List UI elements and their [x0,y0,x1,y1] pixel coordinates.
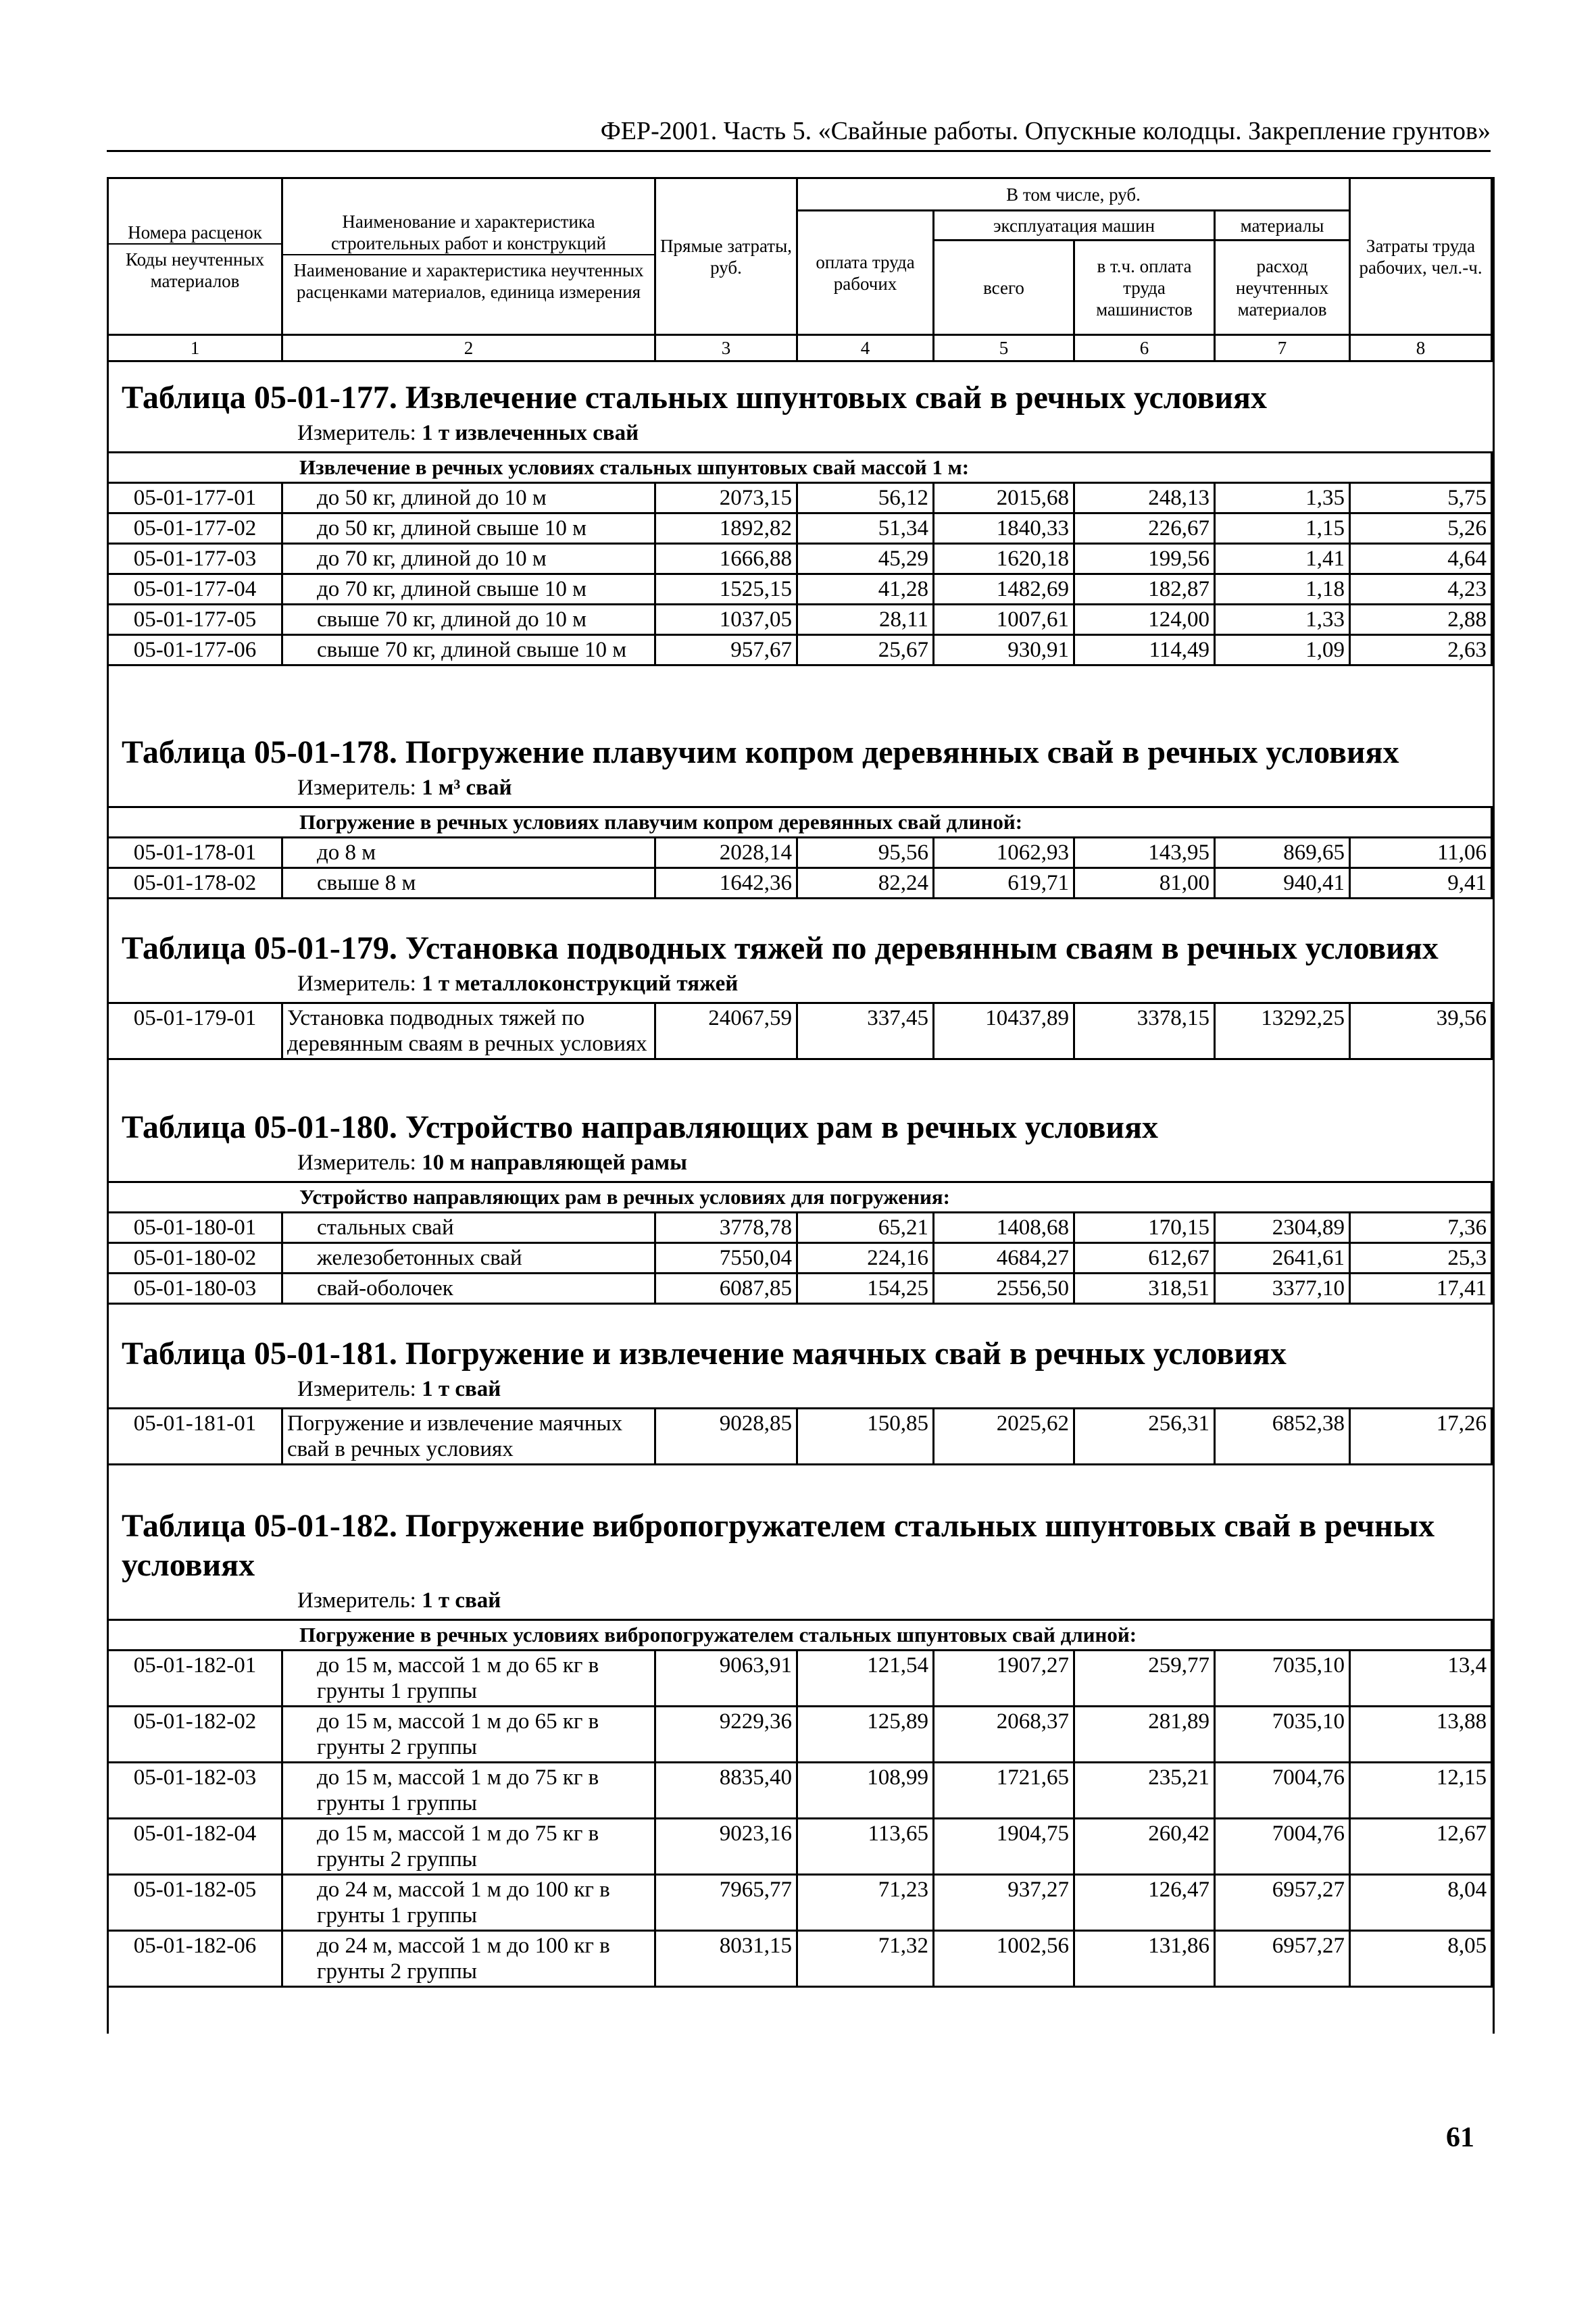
operator-pay: 259,77 [1074,1651,1215,1707]
worker-pay: 51,34 [797,513,934,544]
table-row [108,1409,1492,1465]
col-number: 6 [1074,335,1215,361]
measure-value: 1 т металлоконструкций тяжей [422,972,739,996]
operator-pay: 612,67 [1074,1243,1215,1274]
labor-hours: 25,3 [1350,1243,1492,1274]
materials-cost: 869,65 [1215,838,1350,868]
direct-cost: 24067,59 [655,1003,797,1059]
measure-unit [107,970,1491,998]
work-name: до 15 м, массой 1 м до 65 кг в грунты 1 группы [282,1651,655,1707]
work-name: до 50 кг, длиной до 10 м [282,483,655,513]
operator-pay: 248,13 [1074,483,1215,513]
rate-code: 05-01-182-01 [108,1651,282,1707]
labor-hours: 13,4 [1350,1651,1492,1707]
rate-code: 05-01-178-01 [108,838,282,868]
rate-code: 05-01-177-04 [108,574,282,605]
running-header: ФЕР-2001. Часть 5. «Свайные работы. Опускные колодцы. Закрепление грунтов» [107,115,1491,152]
worker-pay: 224,16 [797,1243,934,1274]
machines-total: 619,71 [934,868,1074,899]
work-name: до 70 кг, длиной свыше 10 м [282,574,655,605]
table-title-text: Таблица 05-01-181. Погружение и извлечение маячных свай в речных условиях [122,1336,1287,1372]
materials-cost: 1,41 [1215,544,1350,574]
machines-total: 1007,61 [934,605,1074,635]
measure-value: 1 м³ свай [422,776,512,800]
work-name: железобетонных свай [282,1243,655,1274]
group-heading: Погружение в речных условиях вибропогружателем стальных шпунтовых свай длиной: [108,1620,1492,1651]
direct-cost: 8031,15 [655,1931,797,1987]
direct-cost: 9063,91 [655,1651,797,1707]
machines-total: 1721,65 [934,1763,1074,1819]
materials-cost: 3377,10 [1215,1274,1350,1304]
materials-cost: 7035,10 [1215,1651,1350,1707]
rate-code: 05-01-180-02 [108,1243,282,1274]
rate-table [107,1002,1493,1060]
rate-code: 05-01-180-03 [108,1274,282,1304]
rate-code: 05-01-180-01 [108,1213,282,1243]
incl-header: В том числе, руб. [797,178,1350,211]
worker-pay: 45,29 [797,544,934,574]
operator-pay: 143,95 [1074,838,1215,868]
labor-hours: 4,23 [1350,574,1492,605]
machines-total: 1904,75 [934,1819,1074,1875]
table-title [107,1108,1491,1147]
worker-pay: 113,65 [797,1819,934,1875]
work-name: до 24 м, массой 1 м до 100 кг в грунты 2 группы [282,1931,655,1987]
materials-cost: 2304,89 [1215,1213,1350,1243]
group-heading: Погружение в речных условиях плавучим копром деревянных свай длиной: [108,807,1492,838]
worker-pay: 154,25 [797,1274,934,1304]
materials-cost: 7004,76 [1215,1819,1350,1875]
rate-table-section [107,733,1491,899]
labor-hours: 12,15 [1350,1763,1492,1819]
worker-pay: 337,45 [797,1003,934,1059]
table-title [107,929,1491,968]
rate-table-section [107,929,1491,1060]
table-title-text: Таблица 05-01-178. Погружение плавучим копром деревянных свай в речных условиях [122,734,1399,770]
labor-hours: 2,63 [1350,635,1492,665]
table-row [108,1213,1492,1243]
col-number: 4 [797,335,934,361]
labor-hours: 4,64 [1350,544,1492,574]
measure-value: 10 м направляющей рамы [422,1151,687,1175]
table-title-text: Таблица 05-01-182. Погружение вибропогружателем стальных шпунтовых свай в речных условиях [122,1508,1435,1583]
operator-pay: 170,15 [1074,1213,1215,1243]
work-name: до 15 м, массой 1 м до 75 кг в грунты 2 группы [282,1819,655,1875]
table-title-text: Таблица 05-01-180. Устройство направляющих рам в речных условиях [122,1109,1159,1145]
group-heading: Устройство направляющих рам в речных условиях для погружения: [108,1182,1492,1213]
operator-pay: 281,89 [1074,1707,1215,1763]
rate-code: 05-01-178-02 [108,868,282,899]
labor-hours: 17,41 [1350,1274,1492,1304]
measure-unit [107,1375,1491,1403]
worker-pay: 56,12 [797,483,934,513]
col2-header [282,178,655,335]
measure-label: Измеритель: [297,1588,416,1613]
machines-total: 1840,33 [934,513,1074,544]
col1-header [108,178,282,335]
table-row [108,1931,1492,1987]
materials-cost: 1,33 [1215,605,1350,635]
labor-hours: 2,88 [1350,605,1492,635]
measure-unit [107,774,1491,802]
table-row [108,1651,1492,1707]
table-row [108,483,1492,513]
col2-top-label: Наименование и характеристика строительных работ и конструкций [330,211,606,253]
table-row [108,635,1492,665]
labor-hours: 17,26 [1350,1409,1492,1465]
col-number: 1 [108,335,282,361]
materials-cost: 6852,38 [1215,1409,1350,1465]
table-title [107,378,1491,418]
direct-cost: 9028,85 [655,1409,797,1465]
col-number: 8 [1350,335,1492,361]
group-row [108,807,1492,838]
measure-label: Измеритель: [297,1151,416,1175]
materials-cost: 1,18 [1215,574,1350,605]
materials-cost: 2641,61 [1215,1243,1350,1274]
group-row [108,1620,1492,1651]
col-number: 7 [1215,335,1350,361]
col3-header: Прямые затраты, руб. [655,178,797,335]
machines-total: 937,27 [934,1875,1074,1931]
direct-cost: 1642,36 [655,868,797,899]
materials-cost: 6957,27 [1215,1931,1350,1987]
table-row [108,1274,1492,1304]
rate-code: 05-01-182-04 [108,1819,282,1875]
rate-table-section [107,378,1491,666]
materials-cost: 940,41 [1215,868,1350,899]
machines-total: 4684,27 [934,1243,1074,1274]
table-row [108,1875,1492,1931]
rate-table [107,1619,1493,1988]
measure-label: Измеритель: [297,972,416,996]
materials-cost: 1,09 [1215,635,1350,665]
measure-unit [107,419,1491,447]
measure-value: 1 т извлеченных свай [422,421,639,445]
page-number: 61 [1446,2122,1474,2153]
rate-code: 05-01-182-02 [108,1707,282,1763]
labor-hours: 9,41 [1350,868,1492,899]
direct-cost: 1892,82 [655,513,797,544]
operator-pay: 124,00 [1074,605,1215,635]
machines-total: 1062,93 [934,838,1074,868]
rate-code: 05-01-182-03 [108,1763,282,1819]
rate-code: 05-01-179-01 [108,1003,282,1059]
materials-cost: 7035,10 [1215,1707,1350,1763]
worker-pay: 28,11 [797,605,934,635]
operator-pay: 199,56 [1074,544,1215,574]
direct-cost: 8835,40 [655,1763,797,1819]
table-row [108,1003,1492,1059]
machines-header: эксплуатация машин [934,211,1215,241]
col-number: 5 [934,335,1074,361]
table-row [108,838,1492,868]
labor-hours: 8,05 [1350,1931,1492,1987]
operator-pay: 114,49 [1074,635,1215,665]
direct-cost: 1037,05 [655,605,797,635]
work-name: до 15 м, массой 1 м до 65 кг в грунты 2 группы [282,1707,655,1763]
rate-code: 05-01-177-02 [108,513,282,544]
operator-pay: 81,00 [1074,868,1215,899]
materials-cost: 13292,25 [1215,1003,1350,1059]
labor-hours: 7,36 [1350,1213,1492,1243]
worker-pay: 25,67 [797,635,934,665]
table-title-text: Таблица 05-01-179. Установка подводных тяжей по деревянным сваям в речных условиях [122,930,1439,966]
rate-code: 05-01-177-05 [108,605,282,635]
worker-pay: 125,89 [797,1707,934,1763]
direct-cost: 2073,15 [655,483,797,513]
labor-hours: 11,06 [1350,838,1492,868]
direct-cost: 1525,15 [655,574,797,605]
table-row [108,1763,1492,1819]
rate-table-section [107,1108,1491,1305]
machines-total: 1002,56 [934,1931,1074,1987]
table-title [107,1507,1491,1585]
worker-pay: 41,28 [797,574,934,605]
machines-total: 1408,68 [934,1213,1074,1243]
labor-hours: 8,04 [1350,1875,1492,1931]
work-name: Установка подводных тяжей по деревянным сваям в речных условиях [282,1003,655,1059]
direct-cost: 3778,78 [655,1213,797,1243]
work-name: свыше 70 кг, длиной свыше 10 м [282,635,655,665]
operator-pay: 260,42 [1074,1819,1215,1875]
worker-pay: 150,85 [797,1409,934,1465]
col7-header: расход неучтенных материалов [1215,241,1350,335]
col4-header: оплата труда рабочих [797,211,934,335]
machines-total: 2068,37 [934,1707,1074,1763]
group-row [108,453,1492,483]
measure-unit [107,1149,1491,1177]
direct-cost: 7550,04 [655,1243,797,1274]
work-name: свыше 8 м [282,868,655,899]
operator-pay: 235,21 [1074,1763,1215,1819]
table-row [108,1707,1492,1763]
operator-pay: 256,31 [1074,1409,1215,1465]
work-name: до 15 м, массой 1 м до 75 кг в грунты 1 группы [282,1763,655,1819]
machines-total: 1482,69 [934,574,1074,605]
column-header-table [107,177,1493,362]
measure-unit [107,1586,1491,1615]
rate-code: 05-01-177-01 [108,483,282,513]
work-name: Погружение и извлечение маячных свай в речных условиях [282,1409,655,1465]
machines-total: 2556,50 [934,1274,1074,1304]
machines-total: 10437,89 [934,1003,1074,1059]
materials-header: материалы [1215,211,1350,241]
measure-value: 1 т свай [422,1377,501,1401]
work-name: стальных свай [282,1213,655,1243]
rate-table [107,806,1493,899]
col8-header: Затраты труда рабочих, чел.-ч. [1350,178,1492,335]
rate-code: 05-01-177-06 [108,635,282,665]
work-name: до 24 м, массой 1 м до 100 кг в грунты 1 группы [282,1875,655,1931]
work-name: свай-оболочек [282,1274,655,1304]
table-row [108,1243,1492,1274]
rate-table [107,1181,1493,1305]
col1-top-label: Номера расценок [128,222,262,243]
table-row [108,544,1492,574]
col-number: 2 [282,335,655,361]
col6-header: в т.ч. оплата труда машинистов [1074,241,1215,335]
worker-pay: 82,24 [797,868,934,899]
direct-cost: 957,67 [655,635,797,665]
table-title-text: Таблица 05-01-177. Извлечение стальных шпунтовых свай в речных условиях [122,380,1268,416]
group-row [108,1182,1492,1213]
rate-table-section [107,1334,1491,1465]
worker-pay: 71,23 [797,1875,934,1931]
machines-total: 1907,27 [934,1651,1074,1707]
work-name: до 50 кг, длиной свыше 10 м [282,513,655,544]
labor-hours: 12,67 [1350,1819,1492,1875]
rate-table [107,1407,1493,1465]
rate-code: 05-01-182-05 [108,1875,282,1931]
machines-total: 2015,68 [934,483,1074,513]
rate-code: 05-01-182-06 [108,1931,282,1987]
labor-hours: 39,56 [1350,1003,1492,1059]
worker-pay: 95,56 [797,838,934,868]
measure-label: Измеритель: [297,776,416,800]
materials-cost: 6957,27 [1215,1875,1350,1931]
labor-hours: 5,26 [1350,513,1492,544]
measure-label: Измеритель: [297,421,416,445]
direct-cost: 9229,36 [655,1707,797,1763]
rate-code: 05-01-177-03 [108,544,282,574]
machines-total: 1620,18 [934,544,1074,574]
operator-pay: 226,67 [1074,513,1215,544]
table-row [108,1819,1492,1875]
direct-cost: 2028,14 [655,838,797,868]
group-heading: Извлечение в речных условиях стальных шпунтовых свай массой 1 м: [108,453,1492,483]
measure-label: Измеритель: [297,1377,416,1401]
machines-total: 930,91 [934,635,1074,665]
table-title [107,733,1491,772]
table-row [108,605,1492,635]
measure-value: 1 т свай [422,1588,501,1613]
labor-hours: 5,75 [1350,483,1492,513]
rate-table [107,451,1493,666]
labor-hours: 13,88 [1350,1707,1492,1763]
rate-table-section [107,1507,1491,1988]
operator-pay: 318,51 [1074,1274,1215,1304]
direct-cost: 6087,85 [655,1274,797,1304]
work-name: свыше 70 кг, длиной до 10 м [282,605,655,635]
direct-cost: 1666,88 [655,544,797,574]
col-number: 3 [655,335,797,361]
materials-cost: 1,15 [1215,513,1350,544]
worker-pay: 121,54 [797,1651,934,1707]
rate-code: 05-01-181-01 [108,1409,282,1465]
work-name: до 8 м [282,838,655,868]
worker-pay: 71,32 [797,1931,934,1987]
table-title [107,1334,1491,1374]
machines-total: 2025,62 [934,1409,1074,1465]
worker-pay: 108,99 [797,1763,934,1819]
direct-cost: 9023,16 [655,1819,797,1875]
operator-pay: 3378,15 [1074,1003,1215,1059]
operator-pay: 126,47 [1074,1875,1215,1931]
operator-pay: 131,86 [1074,1931,1215,1987]
col2-bottom-label: Наименование и характеристика неучтенных расценками материалов, единица измерения [283,254,654,303]
work-name: до 70 кг, длиной до 10 м [282,544,655,574]
materials-cost: 7004,76 [1215,1763,1350,1819]
table-row [108,868,1492,899]
operator-pay: 182,87 [1074,574,1215,605]
table-row [108,513,1492,544]
col5-header: всего [934,241,1074,335]
col1-bottom-label: Коды неучтенных материалов [109,243,281,292]
worker-pay: 65,21 [797,1213,934,1243]
materials-cost: 1,35 [1215,483,1350,513]
direct-cost: 7965,77 [655,1875,797,1931]
table-row [108,574,1492,605]
